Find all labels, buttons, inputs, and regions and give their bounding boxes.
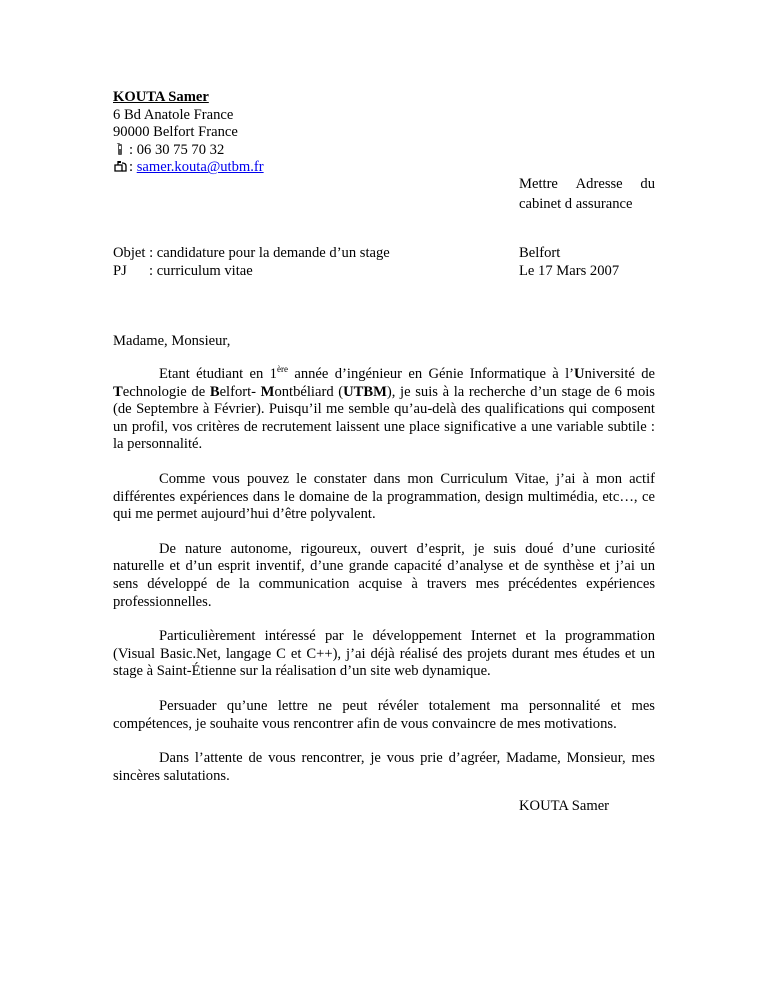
- paragraph-6: Dans l’attente de vous rencontrer, je vous prie d’agréer, Madame, Monsieur, mes sincères salutations.: [113, 750, 655, 784]
- recipient-line1: [519, 176, 655, 196]
- bold-initial: B: [209, 383, 220, 400]
- sender-address-line2: 90000 Belfort France: [113, 124, 238, 141]
- sender-phone: : 06 30 75 70 32: [129, 141, 225, 158]
- mailbox-icon: [113, 160, 127, 173]
- bold-initial: M: [260, 383, 275, 400]
- recipient-block: [519, 176, 655, 216]
- paragraph-5: Persuader qu’une lettre ne peut révéler totalement ma personnalité et mes compétences, je souhaite vous rencontrer afin de vous convaincre de mes motivations.: [113, 697, 655, 732]
- sender-address-line1: 6 Bd Anatole France: [113, 106, 234, 123]
- attachment-label: PJ: [113, 263, 127, 279]
- paragraph-3: De nature autonome, rigoureux, ouvert d’esprit, je suis doué d’une curiosité naturelle et d’un esprit inventif, d’une grande capacité d’analyse et de synthèse et j’ai un sens développé de la communication acquise à travers mes précédentes expériences professionnelles.: [113, 540, 655, 610]
- subject-objet: Objet : candidature pour la demande d’un stage: [113, 245, 390, 261]
- sender-email-line: [113, 159, 413, 177]
- bold-initial: U: [574, 366, 585, 382]
- text-run: ontbéliard (: [274, 383, 344, 400]
- bold-initial: T: [113, 383, 123, 400]
- recipient-word: Adresse: [575, 176, 623, 192]
- text-run: niversité de: [584, 366, 655, 382]
- text-run: ), je suis à la recherche d’un stage de 6 mois (de Septembre à Février). Puisqu’il me semble qu’au-delà des qualifications qui composent un profil, vos critères de recrutement laissent une place significative a une variable subtile : la personnalité.: [113, 383, 655, 453]
- email-prefix: :: [129, 159, 137, 176]
- superscript: ère: [276, 364, 288, 374]
- bold-acronym: UTBM: [343, 383, 387, 400]
- place-date-block: [519, 245, 669, 281]
- date: Le 17 Mars 2007: [519, 263, 620, 279]
- paragraph-2: Comme vous pouvez le constater dans mon Curriculum Vitae, j’ai à mon actif différentes expériences dans le domaine de la programmation, design multimédia, etc…, ce qui me permet aujourd’hui d’être polyvalent.: [113, 470, 655, 523]
- place: Belfort: [519, 245, 561, 261]
- letter-body: [113, 366, 655, 802]
- phone-icon: [113, 143, 127, 156]
- text-run: année d’ingénieur en Génie Informatique à l’: [287, 366, 575, 382]
- attachment-value: : curriculum vitae: [149, 263, 253, 279]
- subject-block: [113, 245, 493, 281]
- text-run: Etant étudiant en 1: [159, 366, 277, 382]
- subject-attachment: [113, 263, 493, 281]
- text-run: elfort-: [219, 383, 261, 400]
- paragraph-4: Particulièrement intéressé par le développement Internet et la programmation (Visual Basic.Net, langage C et C++), j’ai déjà réalisé des projets durant mes études et un stage à Saint-Étienne sur la réalisation d’un site web dynamique.: [113, 628, 655, 680]
- sender-phone-line: [113, 142, 413, 160]
- greeting: Madame, Monsieur,: [113, 333, 231, 349]
- sender-block: [113, 89, 413, 177]
- text-run: echnologie de: [122, 383, 210, 400]
- recipient-word: Mettre: [519, 176, 558, 192]
- recipient-line2: cabinet d assurance: [519, 196, 633, 212]
- paragraph-1: [113, 366, 655, 454]
- sender-email-link[interactable]: samer.kouta@utbm.fr: [136, 159, 264, 176]
- signature: KOUTA Samer: [519, 798, 610, 814]
- sender-name: KOUTA Samer: [113, 89, 209, 105]
- recipient-word: du: [640, 176, 655, 192]
